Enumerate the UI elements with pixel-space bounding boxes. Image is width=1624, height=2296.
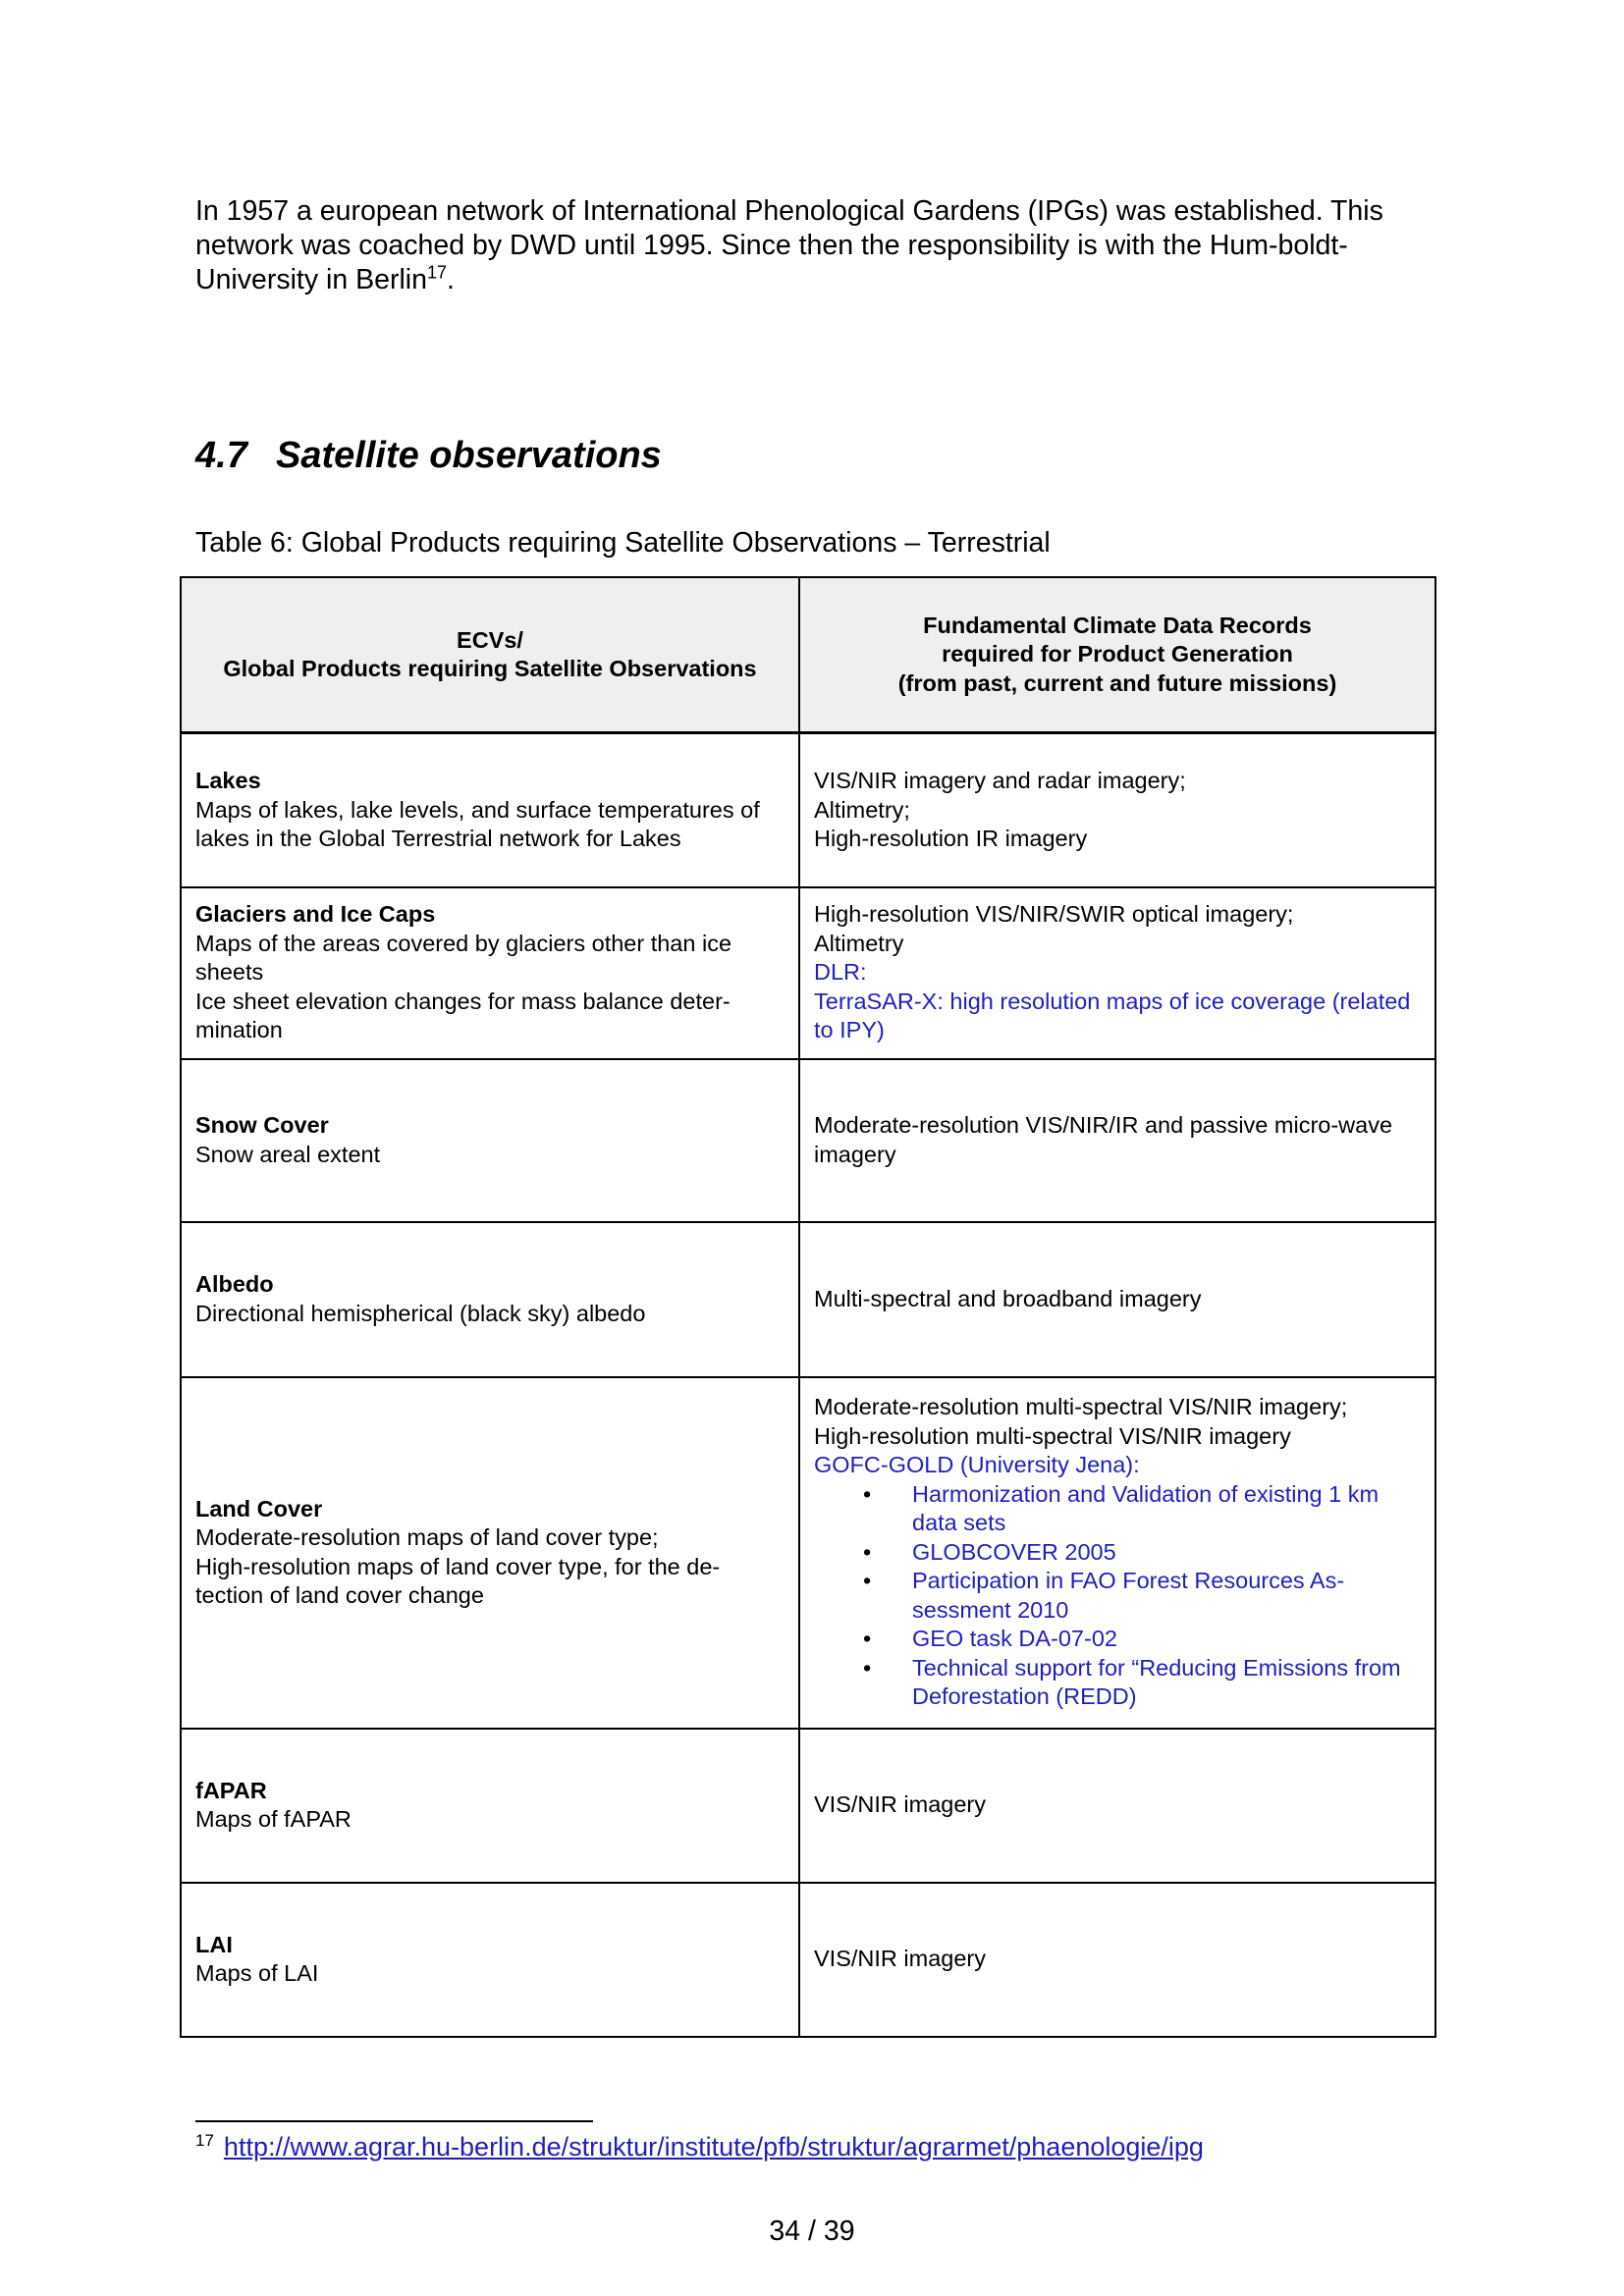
list-item: • Technical support for “Reducing Emissions from Deforestation (REDD) [912, 1654, 1421, 1712]
records-cell [799, 1222, 1435, 1377]
ecv-cell [181, 1059, 799, 1222]
footnote-number: 17 [195, 2131, 214, 2150]
records-cell [799, 1059, 1435, 1222]
records-cell [799, 1729, 1435, 1883]
intro-paragraph [195, 194, 1442, 297]
records-cell [799, 733, 1435, 887]
ecv-desc: Snow areal extent [195, 1141, 381, 1167]
record-line-highlight: TerraSAR-X: high resolution maps of ice coverage (related to IPY) [814, 988, 1411, 1043]
ecv-title: Lakes [195, 768, 261, 793]
ecv-desc: High-resolution maps of land cover type, for the de-tection of land cover change [195, 1553, 721, 1608]
ecv-cell [181, 1883, 799, 2037]
header-records-line: (from past, current and future missions) [897, 669, 1337, 696]
section-heading [195, 434, 662, 477]
table-row-lai [181, 1883, 1435, 2037]
ecv-title: Glaciers and Ice Caps [195, 901, 436, 928]
ecv-cell [181, 733, 799, 887]
table-row-albedo [181, 1222, 1435, 1377]
section-title: Satellite observations [276, 435, 662, 476]
ecv-desc: Maps of fAPAR [195, 1806, 352, 1832]
record-line: VIS/NIR imagery and radar imagery; [814, 768, 1186, 793]
table-row-lakes [181, 733, 1435, 887]
ecv-title: Snow Cover [195, 1112, 329, 1138]
ecv-desc: Moderate-resolution maps of land cover type; [195, 1524, 659, 1550]
ecv-title: fAPAR [195, 1777, 267, 1803]
table-caption: Table 6: Global Products requiring Satellite Observations – Terrestrial [195, 527, 1051, 559]
table-row-fapar [181, 1729, 1435, 1883]
record-line: Moderate-resolution VIS/NIR/IR and passive micro-wave imagery [814, 1112, 1393, 1167]
ecv-title: LAI [195, 1931, 233, 1957]
record-line: Altimetry; [814, 796, 910, 823]
footnote-divider [195, 2120, 593, 2122]
record-line-highlight: DLR: [814, 959, 867, 986]
record-line: High-resolution IR imagery [814, 826, 1088, 851]
list-item: • GEO task DA-07-02 [912, 1625, 1421, 1654]
header-records [799, 577, 1435, 733]
list-item: • Harmonization and Validation of existing 1 km data sets [912, 1480, 1421, 1538]
table-row-snow-cover [181, 1059, 1435, 1222]
header-ecv [181, 577, 799, 733]
record-line: VIS/NIR imagery [814, 1946, 986, 1972]
record-line: Altimetry [814, 930, 904, 956]
record-line: High-resolution VIS/NIR/SWIR optical imagery; [814, 901, 1294, 928]
record-line-highlight: GOFC-GOLD (University Jena): [814, 1452, 1140, 1478]
records-cell [799, 1883, 1435, 2037]
ecv-cell [181, 1222, 799, 1377]
record-line: Multi-spectral and broadband imagery [814, 1285, 1202, 1311]
ecv-desc: Ice sheet elevation changes for mass balance deter-mination [195, 988, 731, 1043]
header-ecv-line: Global Products requiring Satellite Observations [223, 656, 757, 681]
footnote-link[interactable]: http://www.agrar.hu-berlin.de/struktur/institute/pfb/struktur/agrarmet/phaenologie/ipg [223, 2132, 1204, 2162]
table-header-row [181, 577, 1435, 733]
record-line: VIS/NIR imagery [814, 1791, 986, 1818]
intro-end: . [447, 264, 455, 295]
ecv-desc: Maps of lakes, lake levels, and surface temperatures of lakes in the Global Terrestrial network for Lakes [195, 796, 760, 851]
page-number: 34 / 39 [769, 2216, 855, 2247]
section-number: 4.7 [195, 435, 247, 476]
ecv-desc: Directional hemispherical (black sky) albedo [195, 1300, 646, 1326]
ecv-cell [181, 887, 799, 1059]
ecv-title: Land Cover [195, 1495, 323, 1522]
header-records-line: Fundamental Climate Data Records [923, 612, 1312, 638]
header-records-line: required for Product Generation [942, 641, 1293, 667]
table-row-land-cover [181, 1377, 1435, 1729]
ecv-desc: Maps of LAI [195, 1960, 319, 1986]
record-line: Moderate-resolution multi-spectral VIS/NIR imagery; [814, 1394, 1348, 1420]
ecv-cell [181, 1377, 799, 1729]
ecv-cell [181, 1729, 799, 1883]
records-cell [799, 887, 1435, 1059]
records-cell [799, 1377, 1435, 1729]
footnote-ref[interactable]: 17 [427, 262, 448, 283]
list-item: • Participation in FAO Forest Resources As-sessment 2010 [912, 1567, 1421, 1625]
footnote [195, 2130, 1204, 2163]
header-ecv-line: ECVs/ [457, 626, 523, 653]
ecv-desc: Maps of the areas covered by glaciers other than ice sheets [195, 930, 732, 986]
list-item: • GLOBCOVER 2005 [912, 1538, 1421, 1568]
satellite-products-table [180, 576, 1436, 2038]
ecv-title: Albedo [195, 1271, 274, 1297]
table-row-glaciers [181, 887, 1435, 1059]
intro-text: In 1957 a european network of International Phenological Gardens (IPGs) was established. This network was coached by DWD until 1995. Since then the responsibility is with the Hum-boldt-University in Berlin [195, 195, 1383, 295]
record-line: High-resolution multi-spectral VIS/NIR imagery [814, 1422, 1291, 1449]
land-cover-bullet-list [814, 1480, 1421, 1712]
